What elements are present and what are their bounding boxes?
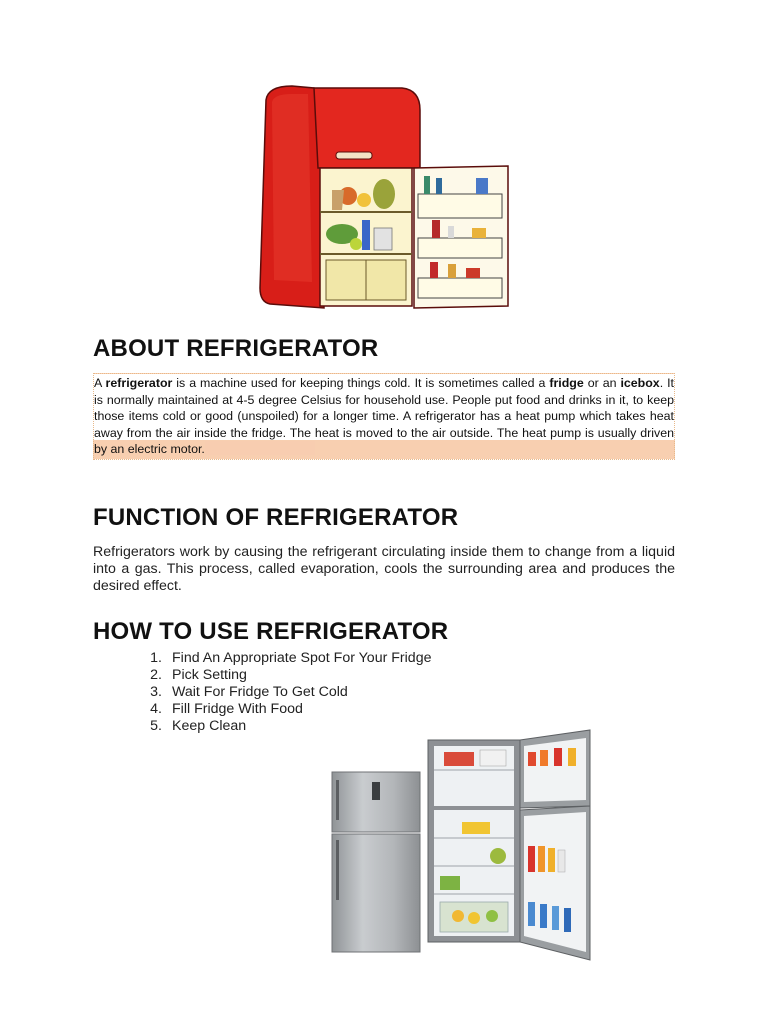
highlight-mark (205, 441, 315, 455)
list-item: 4. Fill Fridge With Food (150, 701, 303, 717)
function-heading: FUNCTION OF REFRIGERATOR (93, 504, 459, 531)
function-paragraph: Refrigerators work by causing the refrigerant circulating inside them to change from a liquid into a gas. This process, called evaporation, cools the surrounding area and produces the desired effect. (93, 544, 675, 594)
term-refrigerator: refrigerator (105, 376, 173, 390)
list-item: 5. Keep Clean (150, 718, 247, 734)
red-fridge-illustration (252, 82, 514, 314)
how-to-use-heading: HOW TO USE REFRIGERATOR (93, 618, 449, 645)
list-item: 3. Wait For Fridge To Get Cold (150, 684, 348, 700)
list-item: 1. Find An Appropriate Spot For Your Fridge (150, 650, 432, 666)
steps-list (140, 650, 431, 735)
list-item: 2. Pick Setting (150, 667, 247, 683)
about-paragraph: A refrigerator is a machine used for keeping things cold. It is sometimes called a fridge or an icebox. It is normally maintained at 4-5 degree Celsius for household use. People put food and drinks in it, to keep those items cold or good (unspoiled) for a longer time. A refrigerator has a heat pump which takes heat away from the air inside the fridge. The heat is moved to the air outside. The heat pump is usually driven by an electric motor. (93, 373, 675, 460)
steel-fridges-photo (328, 726, 596, 966)
term-fridge: fridge (549, 376, 584, 390)
about-heading: ABOUT REFRIGERATOR (93, 335, 379, 362)
term-icebox: icebox (620, 376, 660, 390)
